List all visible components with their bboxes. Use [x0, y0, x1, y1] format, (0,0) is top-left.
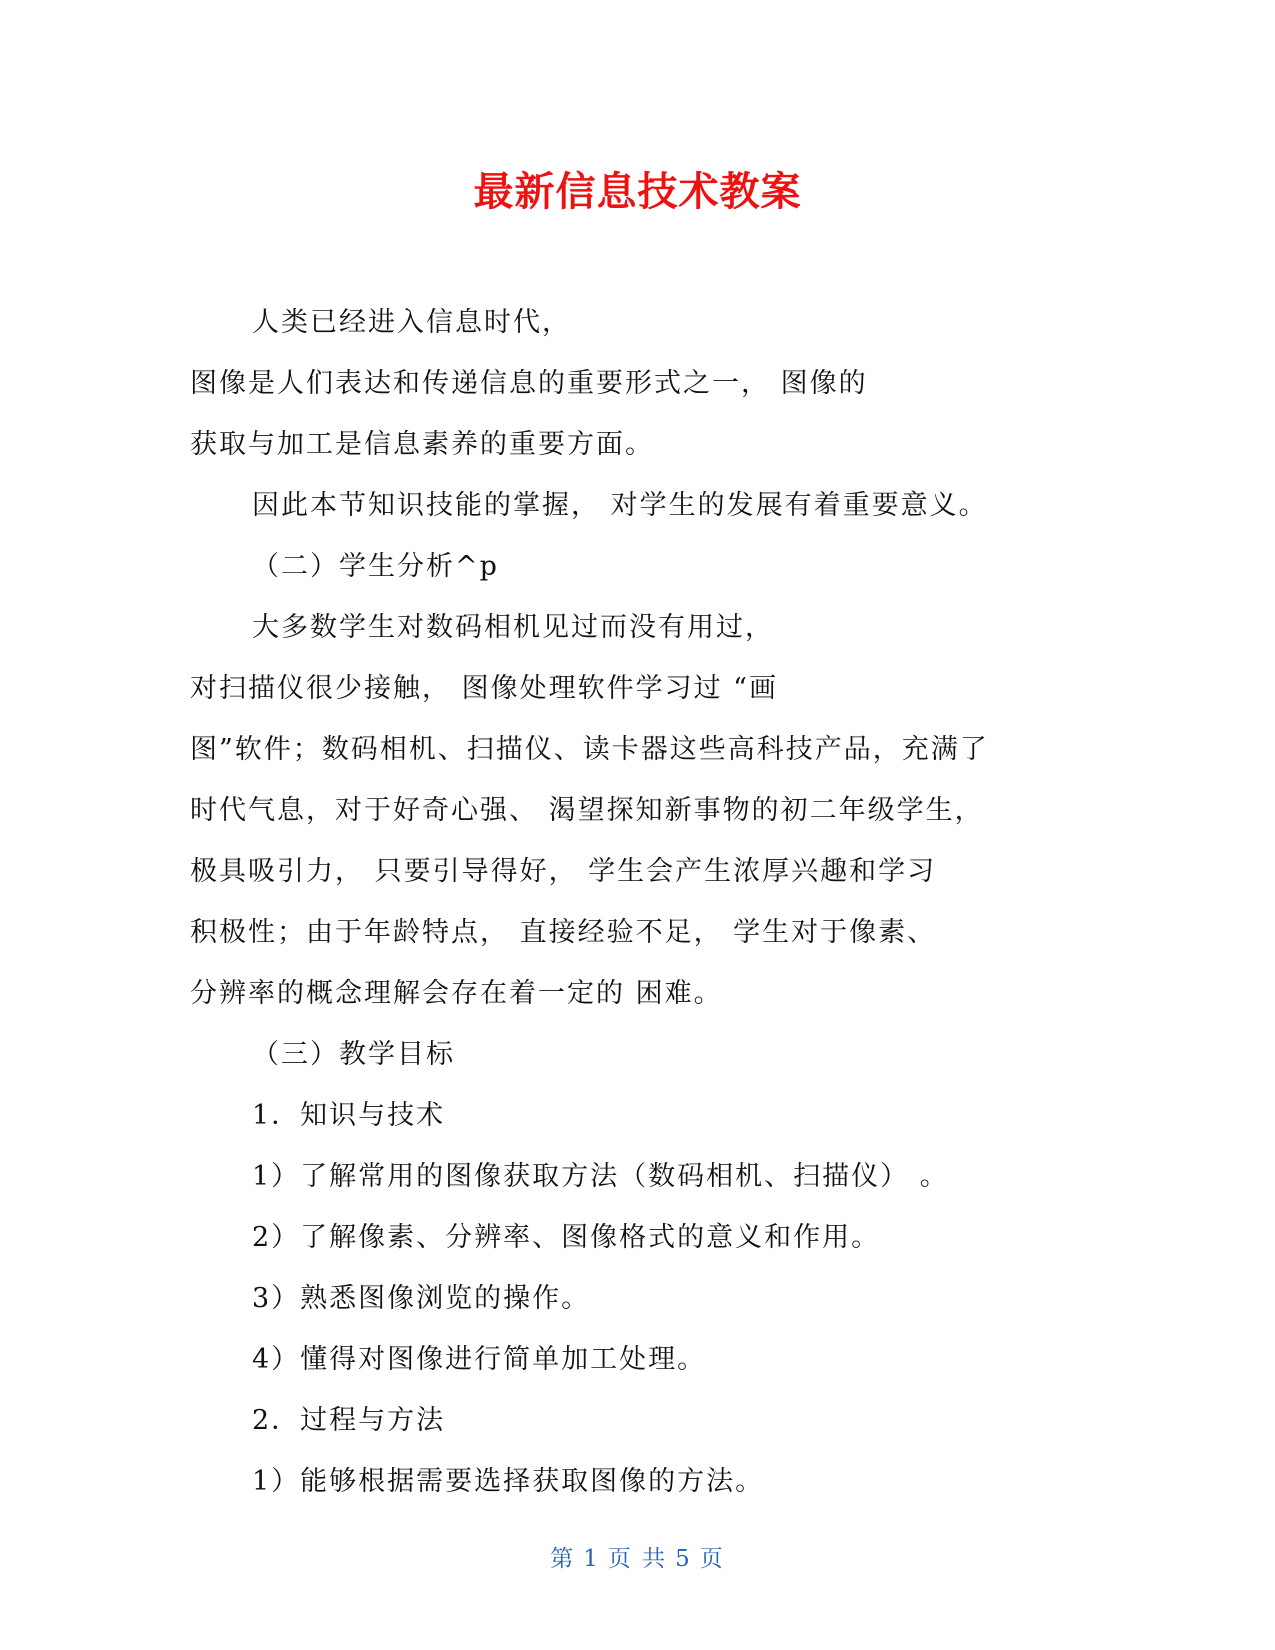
text-line: （三）教学目标 — [252, 1039, 455, 1070]
footer-prefix: 第 — [550, 1546, 576, 1572]
text-line: 时代气息，对于好奇心强、 渴望探知新事物的初二年级学生， — [190, 795, 984, 826]
text-line: 1．知识与技术 — [252, 1100, 446, 1131]
text-line: 4）懂得对图像进行简单加工处理。 — [252, 1344, 707, 1375]
text-line: 人类已经进入信息时代， — [252, 307, 571, 338]
document-title: 最新信息技术教案 — [473, 169, 802, 215]
text-line: 分辨率的概念理解会存在着一定的 困难。 — [190, 978, 723, 1009]
text-line: 1）了解常用的图像获取方法（数码相机、扫描仪） 。 — [252, 1161, 949, 1192]
footer-current-page: 1 — [583, 1546, 600, 1572]
text-line: 2）了解像素、分辨率、图像格式的意义和作用。 — [252, 1222, 881, 1253]
text-line: 对扫描仪很少接触， 图像处理软件学习过 “画 — [190, 673, 778, 704]
text-line: 因此本节知识技能的掌握， 对学生的发展有着重要意义。 — [252, 490, 988, 521]
text-line: 获取与加工是信息素养的重要方面。 — [190, 429, 654, 460]
text-line: 3）熟悉图像浏览的操作。 — [252, 1283, 591, 1314]
footer-middle: 页 共 — [607, 1546, 668, 1572]
text-line: （二）学生分析^p — [252, 551, 499, 582]
text-line: 大多数学生对数码相机见过而没有用过， — [252, 612, 774, 643]
text-line: 图像是人们表达和传递信息的重要形式之一， 图像的 — [190, 368, 868, 399]
text-line: 积极性；由于年龄特点， 直接经验不足， 学生对于像素、 — [190, 917, 937, 948]
text-line: 2．过程与方法 — [252, 1405, 446, 1436]
text-line: 图”软件；数码相机、扫描仪、读卡器这些高科技产品，充满了 — [190, 734, 989, 765]
text-line: 极具吸引力， 只要引导得好， 学生会产生浓厚兴趣和学习 — [190, 856, 937, 887]
text-line: 1）能够根据需要选择获取图像的方法。 — [252, 1466, 765, 1497]
footer-total-pages: 5 — [675, 1546, 692, 1572]
page-footer — [0, 1540, 1275, 1573]
document-body — [190, 292, 1090, 1512]
footer-suffix: 页 — [699, 1546, 725, 1572]
